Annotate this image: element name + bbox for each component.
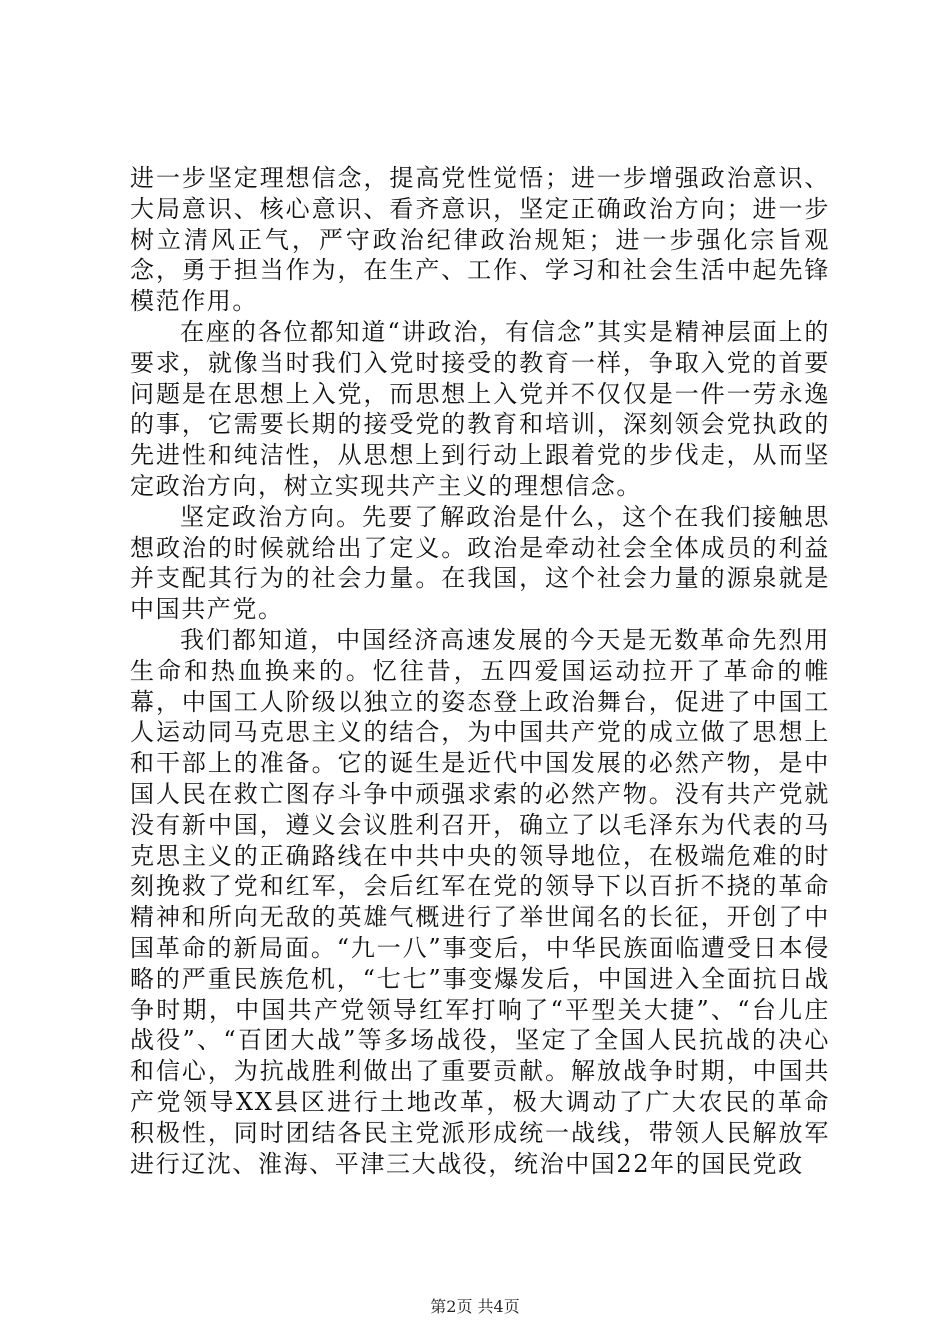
page-number-footer: 第2页 共4页 bbox=[430, 1297, 520, 1316]
paragraph-2: 在座的各位都知道“讲政治，有信念”其实是精神层面上的要求，就像当时我们入党时接受的教育一样，争取入党的首要问题是在思想上入党，而思想上入党并不仅仅是一件一劳永逸的事，它需要长期的接受党的教育和培训，深刻领会党执政的先进性和纯洁性，从思想上到行动上跟着党的步伐走，从而坚定政治方向，树立实现共产主义的理想信念。 bbox=[130, 317, 830, 500]
document-body bbox=[130, 163, 830, 1179]
paragraph-1: 进一步坚定理想信念，提高党性觉悟；进一步增强政治意识、大局意识、核心意识、看齐意识，坚定正确政治方向；进一步树立清风正气，严守政治纪律政治规矩；进一步强化宗旨观念，勇于担当作为，在生产、工作、学习和社会生活中起先锋模范作用。 bbox=[130, 164, 830, 316]
paragraph-4: 我们都知道，中国经济高速发展的今天是无数革命先烈用生命和热血换来的。忆往昔，五四爱国运动拉开了革命的帷幕，中国工人阶级以独立的姿态登上政治舞台，促进了中国工人运动同马克思主义的结合，为中国共产党的成立做了思想上和干部上的准备。它的诞生是近代中国发展的必然产物，是中国人民在救亡图存斗争中顽强求索的必然产物。没有共产党就没有新中国，遵义会议胜利召开，确立了以毛泽东为代表的马克思主义的正确路线在中共中央的领导地位，在极端危难的时刻挽救了党和红军，会后红军在党的领导下以百折不挠的革命精神和所向无敌的英雄气概进行了举世闻名的长征，开创了中国革命的新局面。“九一八”事变后，中华民族面临遭受日本侵略的严重民族危机，“七七”事变爆发后，中国进入全面抗日战争时期，中国共产党领导红军打响了“平型关大捷”、“台儿庄战役”、“百团大战”等多场战役，坚定了全国人民抗战的决心和信心，为抗战胜利做出了重要贡献。解放战争时期，中国共产党领导XX县区进行土地改革，极大调动了广大农民的革命积极性，同时团结各民主党派形成统一战线，带领人民解放军进行辽沈、淮海、平津三大战役，统治中国22年的国民党政 bbox=[130, 625, 830, 1178]
paragraph-3: 坚定政治方向。先要了解政治是什么，这个在我们接触思想政治的时候就给出了定义。政治是牵动社会全体成员的利益并支配其行为的社会力量。在我国，这个社会力量的源泉就是中国共产党。 bbox=[130, 502, 830, 624]
